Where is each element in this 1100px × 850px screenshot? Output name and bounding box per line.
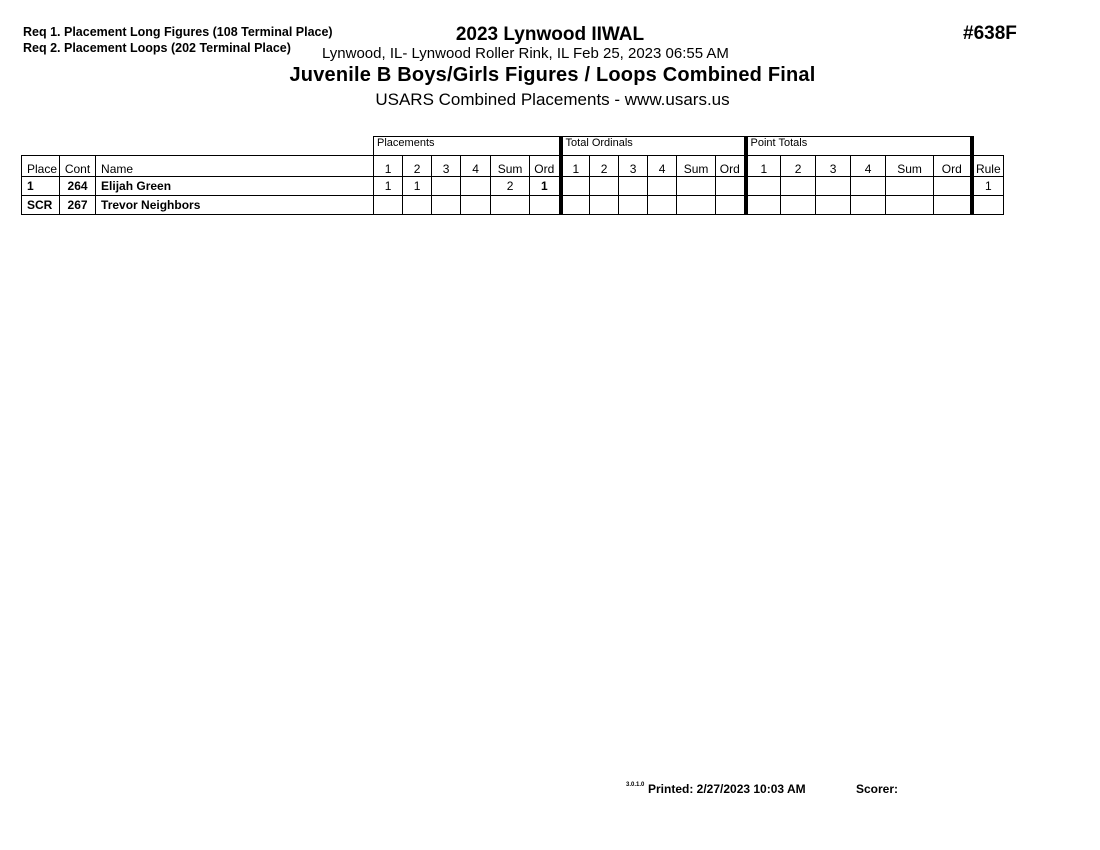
col-header-rule: Rule xyxy=(972,156,1004,177)
cell-cont: 267 xyxy=(60,196,96,215)
cell-placement-4 xyxy=(461,196,491,215)
group-point-totals: Point Totals xyxy=(746,137,972,156)
cell-placement-sum: 2 xyxy=(491,177,530,196)
cell-ordinal-4 xyxy=(648,196,677,215)
col-header-ordinal-4: 4 xyxy=(648,156,677,177)
cell-placement-1 xyxy=(374,196,403,215)
table-row xyxy=(22,196,1004,215)
col-header-name: Name xyxy=(96,156,374,177)
col-header-points-1: 1 xyxy=(746,156,781,177)
group-placements: Placements xyxy=(374,137,561,156)
col-header-points-sum: Sum xyxy=(886,156,934,177)
cell-points-1 xyxy=(746,177,781,196)
results-table xyxy=(21,136,1004,215)
cell-place: 1 xyxy=(22,177,60,196)
col-header-placement-1: 1 xyxy=(374,156,403,177)
cell-placement-ord: 1 xyxy=(530,177,561,196)
col-header-points-4: 4 xyxy=(851,156,886,177)
cell-placement-2 xyxy=(403,196,432,215)
cell-ordinal-3 xyxy=(619,196,648,215)
cell-ordinal-ord xyxy=(716,196,746,215)
col-header-points-3: 3 xyxy=(816,156,851,177)
cell-points-2 xyxy=(781,196,816,215)
requirement-2: Req 2. Placement Loops (202 Terminal Place) xyxy=(23,41,291,55)
cell-placement-4 xyxy=(461,177,491,196)
cell-cont: 264 xyxy=(60,177,96,196)
table-row xyxy=(22,177,1004,196)
cell-points-ord xyxy=(934,177,972,196)
cell-ordinal-sum xyxy=(677,177,716,196)
cell-placement-ord xyxy=(530,196,561,215)
cell-ordinal-ord xyxy=(716,177,746,196)
cell-points-ord xyxy=(934,196,972,215)
scorer-label: Scorer: xyxy=(856,782,899,796)
col-header-cont: Cont xyxy=(60,156,96,177)
version-label: 3.0.1.0 xyxy=(626,782,645,788)
event-code: #638F xyxy=(963,23,1017,44)
col-header-placement-ord: Ord xyxy=(530,156,561,177)
cell-placement-2: 1 xyxy=(403,177,432,196)
col-header-placement-4: 4 xyxy=(461,156,491,177)
col-header-ordinal-sum: Sum xyxy=(677,156,716,177)
cell-place: SCR xyxy=(22,196,60,215)
cell-ordinal-3 xyxy=(619,177,648,196)
cell-placement-1: 1 xyxy=(374,177,403,196)
cell-ordinal-1 xyxy=(561,177,590,196)
cell-ordinal-2 xyxy=(590,196,619,215)
cell-ordinal-sum xyxy=(677,196,716,215)
cell-points-3 xyxy=(816,196,851,215)
cell-points-sum xyxy=(886,177,934,196)
cell-placement-3 xyxy=(432,177,461,196)
event-name: Juvenile B Boys/Girls Figures / Loops Combined Final xyxy=(289,64,816,86)
col-header-placement-3: 3 xyxy=(432,156,461,177)
col-header-ordinal-1: 1 xyxy=(561,156,590,177)
col-header-ordinal-ord: Ord xyxy=(716,156,746,177)
cell-rule: 1 xyxy=(972,177,1004,196)
col-header-ordinal-3: 3 xyxy=(619,156,648,177)
page-title: 2023 Lynwood IIWAL xyxy=(455,24,645,45)
col-header-points-ord: Ord xyxy=(934,156,972,177)
cell-ordinal-2 xyxy=(590,177,619,196)
page-subtitle: USARS Combined Placements - www.usars.us xyxy=(375,90,730,109)
cell-points-4 xyxy=(851,196,886,215)
cell-name: Elijah Green xyxy=(96,177,374,196)
col-header-placement-2: 2 xyxy=(403,156,432,177)
event-location: Lynwood, IL- Lynwood Roller Rink, IL Feb 25, 2023 06:55 AM xyxy=(322,45,729,62)
col-header-place: Place xyxy=(22,156,60,177)
cell-points-sum xyxy=(886,196,934,215)
cell-ordinal-1 xyxy=(561,196,590,215)
column-header-row xyxy=(22,156,1004,177)
cell-points-1 xyxy=(746,196,781,215)
col-header-placement-sum: Sum xyxy=(491,156,530,177)
group-header-row xyxy=(22,137,1004,156)
cell-placement-sum xyxy=(491,196,530,215)
cell-name: Trevor Neighbors xyxy=(96,196,374,215)
group-total-ordinals: Total Ordinals xyxy=(561,137,746,156)
cell-placement-3 xyxy=(432,196,461,215)
cell-points-4 xyxy=(851,177,886,196)
cell-rule xyxy=(972,196,1004,215)
cell-points-2 xyxy=(781,177,816,196)
col-header-points-2: 2 xyxy=(781,156,816,177)
cell-ordinal-4 xyxy=(648,177,677,196)
requirement-1: Req 1. Placement Long Figures (108 Terminal Place) xyxy=(23,25,333,39)
cell-points-3 xyxy=(816,177,851,196)
col-header-ordinal-2: 2 xyxy=(590,156,619,177)
printed-timestamp: Printed: 2/27/2023 10:03 AM xyxy=(648,782,806,796)
